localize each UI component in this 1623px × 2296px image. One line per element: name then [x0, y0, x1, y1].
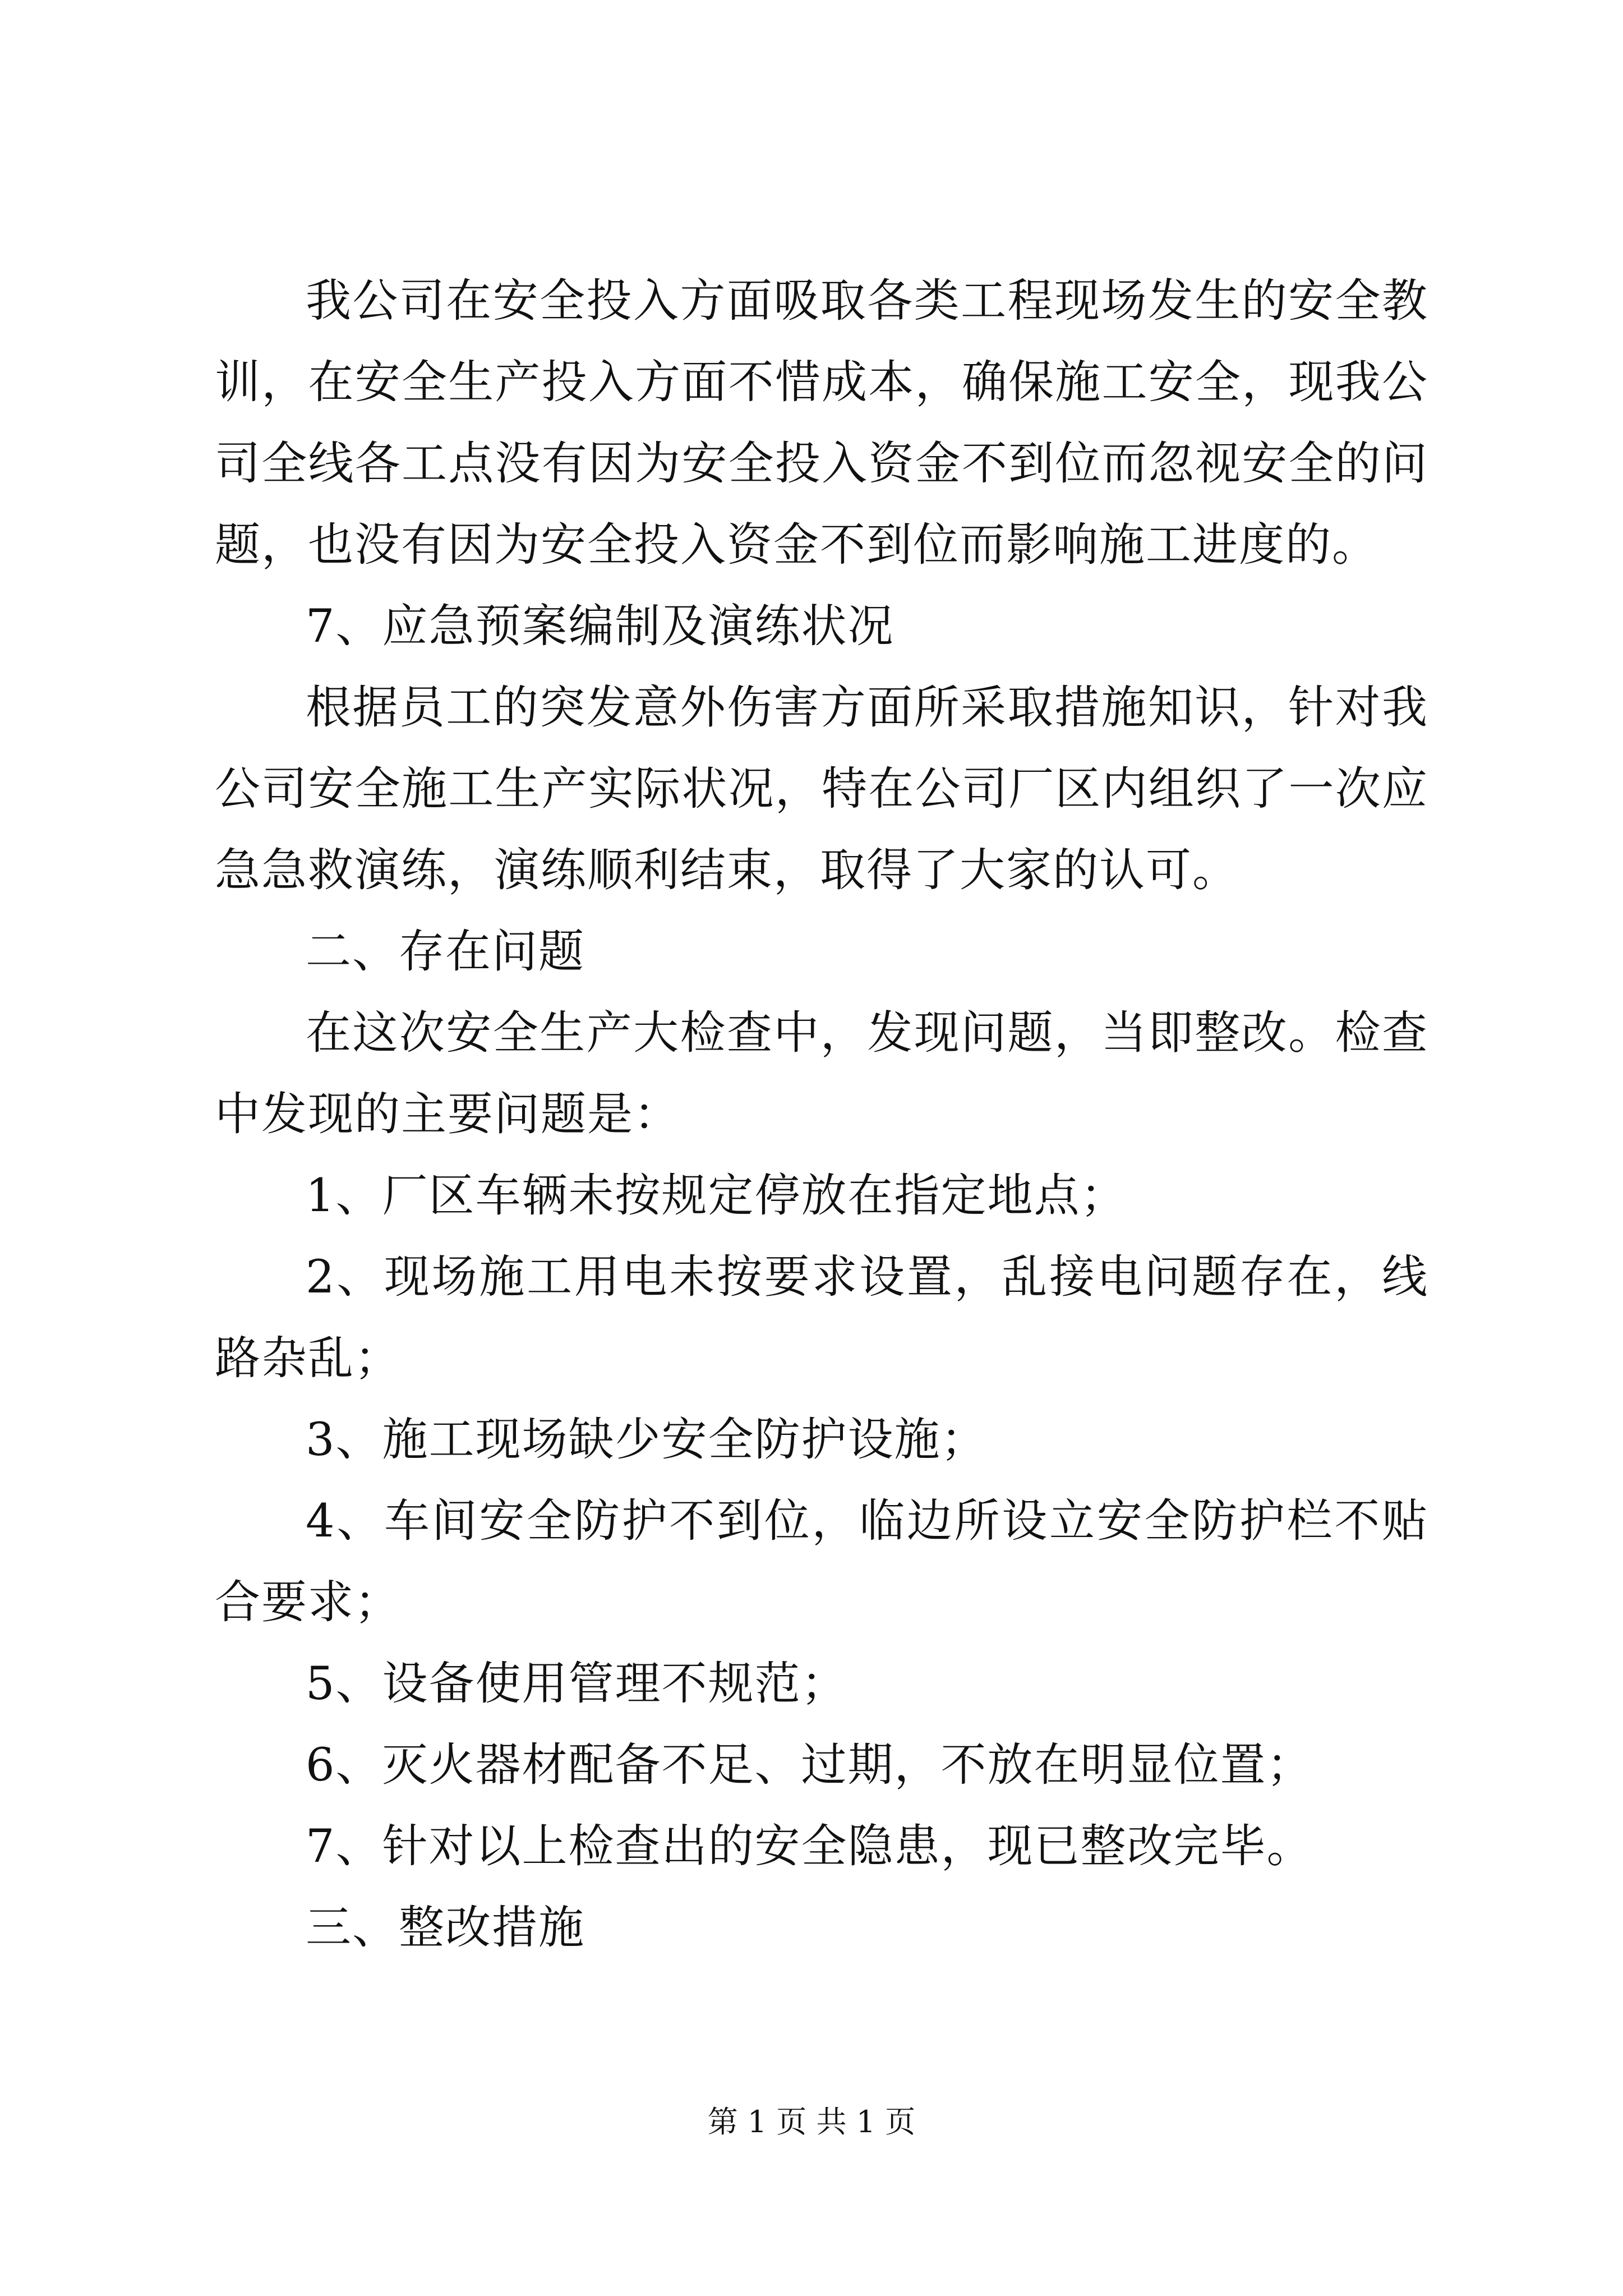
- paragraph-inspection-intro: 在这次安全生产大检查中，发现问题，当即整改。检查中发现的主要问题是：: [215, 1007, 1428, 1141]
- heading-emergency-plan: 7、应急预案编制及演练状况: [306, 600, 895, 653]
- problem-item-5: 5、设备使用管理不规范；: [306, 1658, 848, 1710]
- document-body: [215, 261, 1428, 1969]
- heading-rectification-measures: 三、整改措施: [306, 1902, 585, 1954]
- problem-item-3: 3、施工现场缺少安全防护设施；: [306, 1414, 988, 1466]
- problem-item-1: 1、厂区车辆未按规定停放在指定地点；: [306, 1170, 1127, 1222]
- paragraph-safety-investment: 我公司在安全投入方面吸取各类工程现场发生的安全教训，在安全生产投入方面不惜成本，确保施工安全，现我公司全线各工点没有因为安全投入资金不到位而忽视安全的问题，也没有因为安全投入资金不到位而影响施工进度的。: [215, 275, 1428, 572]
- page-footer: 第 1 页 共 1 页: [707, 2104, 916, 2139]
- problem-item-2: 2、现场施工用电未按要求设置，乱接电问题存在，线路杂乱；: [215, 1251, 1428, 1385]
- problem-item-4: 4、车间安全防护不到位，临边所设立安全防护栏不贴合要求；: [215, 1495, 1428, 1629]
- problem-item-6: 6、灭火器材配备不足、过期，不放在明显位置；: [306, 1739, 1313, 1792]
- heading-existing-problems: 二、存在问题: [306, 926, 585, 978]
- problem-item-7: 7、针对以上检查出的安全隐患，现已整改完毕。: [306, 1820, 1313, 1873]
- paragraph-emergency-drill: 根据员工的突发意外伤害方面所采取措施知识，针对我公司安全施工生产实际状况，特在公司厂区内组织了一次应急急救演练，演练顺利结束，取得了大家的认可。: [215, 682, 1428, 897]
